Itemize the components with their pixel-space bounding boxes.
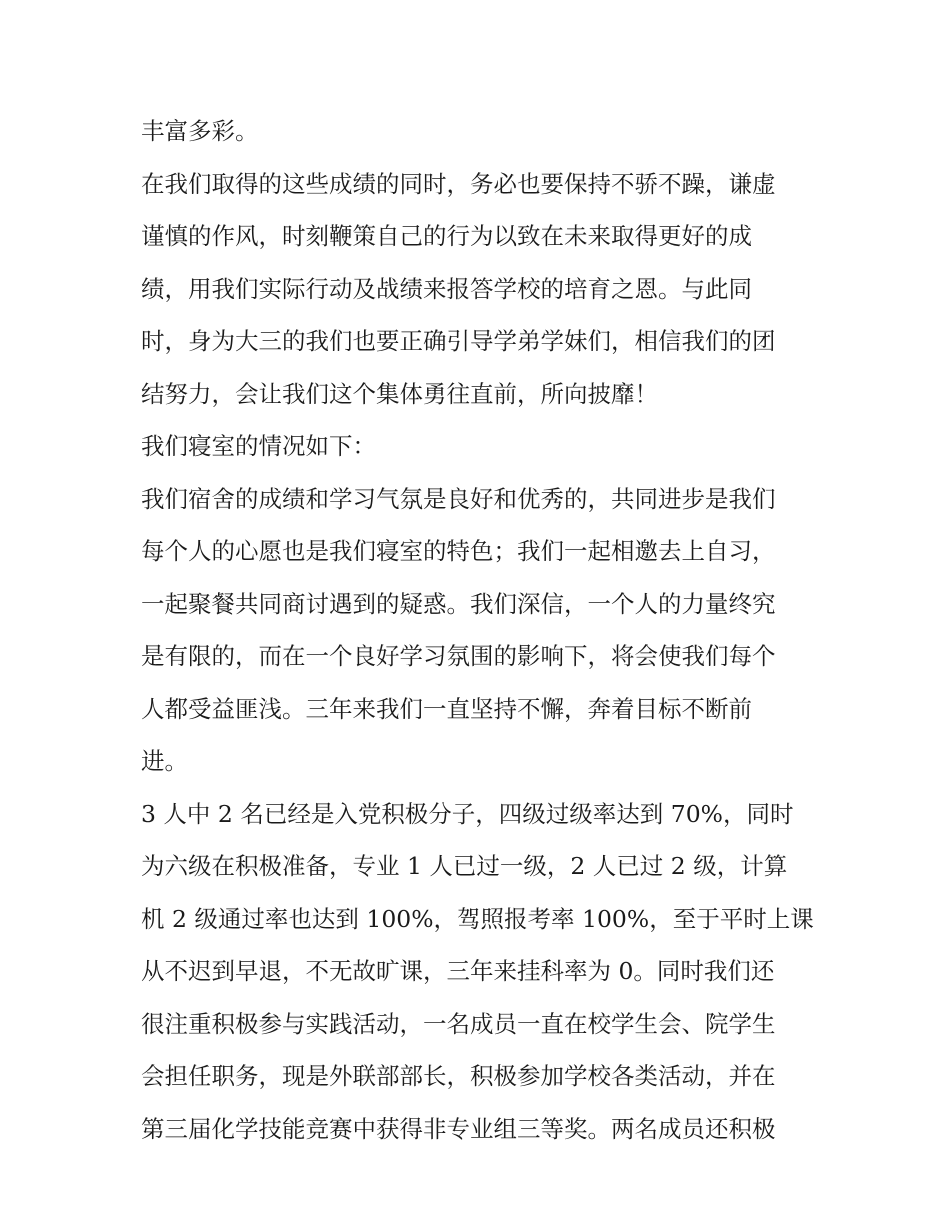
text-line: 为六级在积极准备，专业 1 人已过一级，2 人已过 2 级，计算	[141, 852, 788, 880]
text-line: 是有限的，而在一个良好学习氛围的影响下，将会使我们每个	[141, 642, 776, 670]
text-line: 3 人中 2 名已经是入党积极分子，四级过级率达到 70%，同时	[141, 799, 794, 828]
text-line: 绩，用我们实际行动及战绩来报答学校的培育之恩。与此同	[141, 274, 752, 303]
text-line: 在我们取得的这些成绩的同时，务必也要保持不骄不躁，谦虚	[141, 169, 776, 198]
text-line: 人都受益匪浅。三年来我们一直坚持不懈，奔着目标不断前	[141, 694, 752, 723]
text-line: 我们宿舍的成绩和学习气氛是良好和优秀的，共同进步是我们	[141, 484, 776, 513]
text-line: 我们寝室的情况如下：	[141, 432, 376, 460]
text-line: 很注重积极参与实践活动，一名成员一直在校学生会、院学生	[141, 1009, 776, 1038]
text-line: 会担任职务，现是外联部部长，积极参加学校各类活动，并在	[141, 1062, 776, 1090]
text-line: 每个人的心愿也是我们寝室的特色；我们一起相邀去上自习，	[141, 537, 776, 565]
text-line: 结努力，会让我们这个集体勇往直前，所向披靡！	[141, 379, 658, 408]
text-line: 丰富多彩。	[141, 117, 259, 145]
document-body	[141, 105, 816, 1155]
text-line: 时，身为大三的我们也要正确引导学弟学妹们，相信我们的团	[141, 327, 776, 355]
text-line: 谨慎的作风，时刻鞭策自己的行为以致在未来取得更好的成	[141, 222, 752, 250]
text-line: 第三届化学技能竞赛中获得非专业组三等奖。两名成员还积极	[141, 1114, 776, 1143]
text-line: 机 2 级通过率也达到 100%，驾照报考率 100%，至于平时上课	[141, 904, 814, 933]
text-line: 一起聚餐共同商讨遇到的疑惑。我们深信，一个人的力量终究	[141, 589, 776, 618]
text-line: 从不迟到早退，不无故旷课，三年来挂科率为 0。同时我们还	[141, 957, 775, 985]
text-line: 进。	[141, 747, 188, 775]
